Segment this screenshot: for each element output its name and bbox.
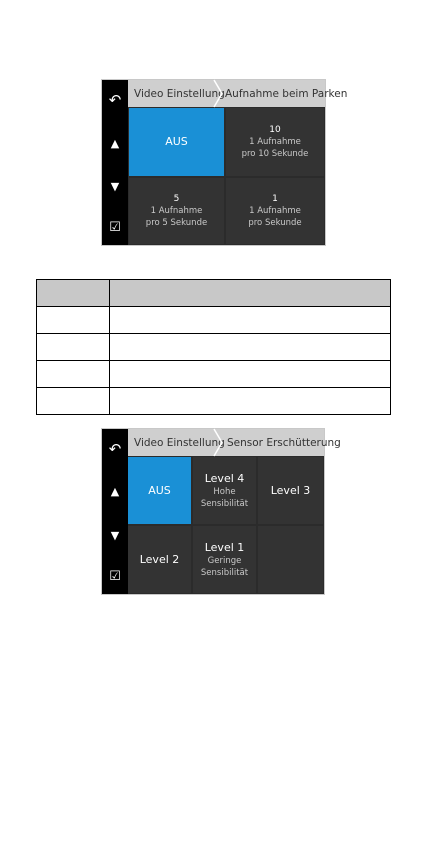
tile-line2: pro Sekunde	[248, 218, 302, 228]
tile-line1: 1 Aufnahme	[249, 137, 301, 147]
option-tile-level-3[interactable]	[258, 457, 323, 524]
table-cell	[110, 334, 391, 361]
breadcrumb-separator-icon	[212, 429, 226, 456]
tile-title: Level 3	[270, 483, 311, 497]
tile-line2: Sensibilität	[200, 498, 249, 509]
table-cell	[37, 388, 110, 415]
option-tile-10[interactable]	[226, 108, 324, 176]
breadcrumb	[128, 80, 348, 107]
tile-title: Level 4	[204, 471, 245, 485]
table-row	[37, 388, 391, 415]
table-cell	[37, 334, 110, 361]
tile-title: Level 2	[139, 552, 180, 566]
option-tile-level-2[interactable]	[128, 526, 191, 593]
tile-title: AUS	[165, 135, 188, 148]
breadcrumb-separator-icon	[212, 80, 226, 107]
down-arrow-icon[interactable]: ▼	[110, 180, 120, 193]
option-tile-empty	[258, 526, 323, 593]
table-cell	[110, 388, 391, 415]
tile-title: 10	[269, 125, 281, 135]
confirm-checkbox-icon[interactable]: ☑	[109, 569, 121, 584]
tile-line1: Hohe	[213, 486, 236, 497]
parking-recording-screen	[101, 79, 348, 246]
up-arrow-icon[interactable]: ▲	[110, 485, 120, 498]
sidebar	[102, 80, 128, 245]
tile-line1: 1 Aufnahme	[249, 206, 301, 216]
table-row	[37, 307, 391, 334]
back-icon[interactable]: ↶	[108, 440, 122, 458]
table-row	[37, 334, 391, 361]
tile-title: 5	[173, 194, 180, 204]
legend-table	[36, 279, 391, 415]
back-icon[interactable]: ↶	[108, 91, 122, 109]
tile-line2: pro 10 Sekunde	[241, 149, 309, 159]
table-header-row	[37, 280, 391, 307]
down-arrow-icon[interactable]: ▼	[110, 529, 120, 542]
confirm-checkbox-icon[interactable]: ☑	[109, 220, 121, 235]
breadcrumb-sub: Aufnahme beim Parken	[225, 88, 348, 100]
table-header-cell	[110, 280, 391, 307]
breadcrumb-main: Video Einstellung	[134, 437, 225, 449]
option-tile-level-4[interactable]	[193, 457, 256, 524]
option-tile-aus[interactable]	[128, 457, 191, 524]
table-header-cell	[37, 280, 110, 307]
option-tile-5[interactable]	[129, 178, 224, 244]
tile-line2: pro 5 Sekunde	[145, 218, 208, 228]
up-arrow-icon[interactable]: ▲	[110, 137, 120, 150]
table-cell	[110, 307, 391, 334]
sidebar	[102, 429, 128, 594]
table-row	[37, 361, 391, 388]
tile-title: AUS	[148, 483, 171, 497]
breadcrumb-sub: Sensor Erschütterung	[227, 437, 341, 449]
breadcrumb	[128, 429, 341, 456]
tile-line1: 1 Aufnahme	[150, 206, 203, 216]
option-tile-1[interactable]	[226, 178, 324, 244]
option-tile-level-1[interactable]	[193, 526, 256, 593]
table-cell	[37, 361, 110, 388]
tile-title: 1	[272, 194, 278, 204]
breadcrumb-main: Video Einstellung	[134, 88, 225, 100]
tile-title: Level 1	[204, 540, 245, 554]
tile-line2: Sensibilität	[200, 567, 249, 578]
table-cell	[37, 307, 110, 334]
tile-line1: Geringe	[207, 555, 242, 566]
vibration-sensor-screen	[101, 428, 341, 595]
table-cell	[110, 361, 391, 388]
option-tile-aus[interactable]	[129, 108, 224, 176]
